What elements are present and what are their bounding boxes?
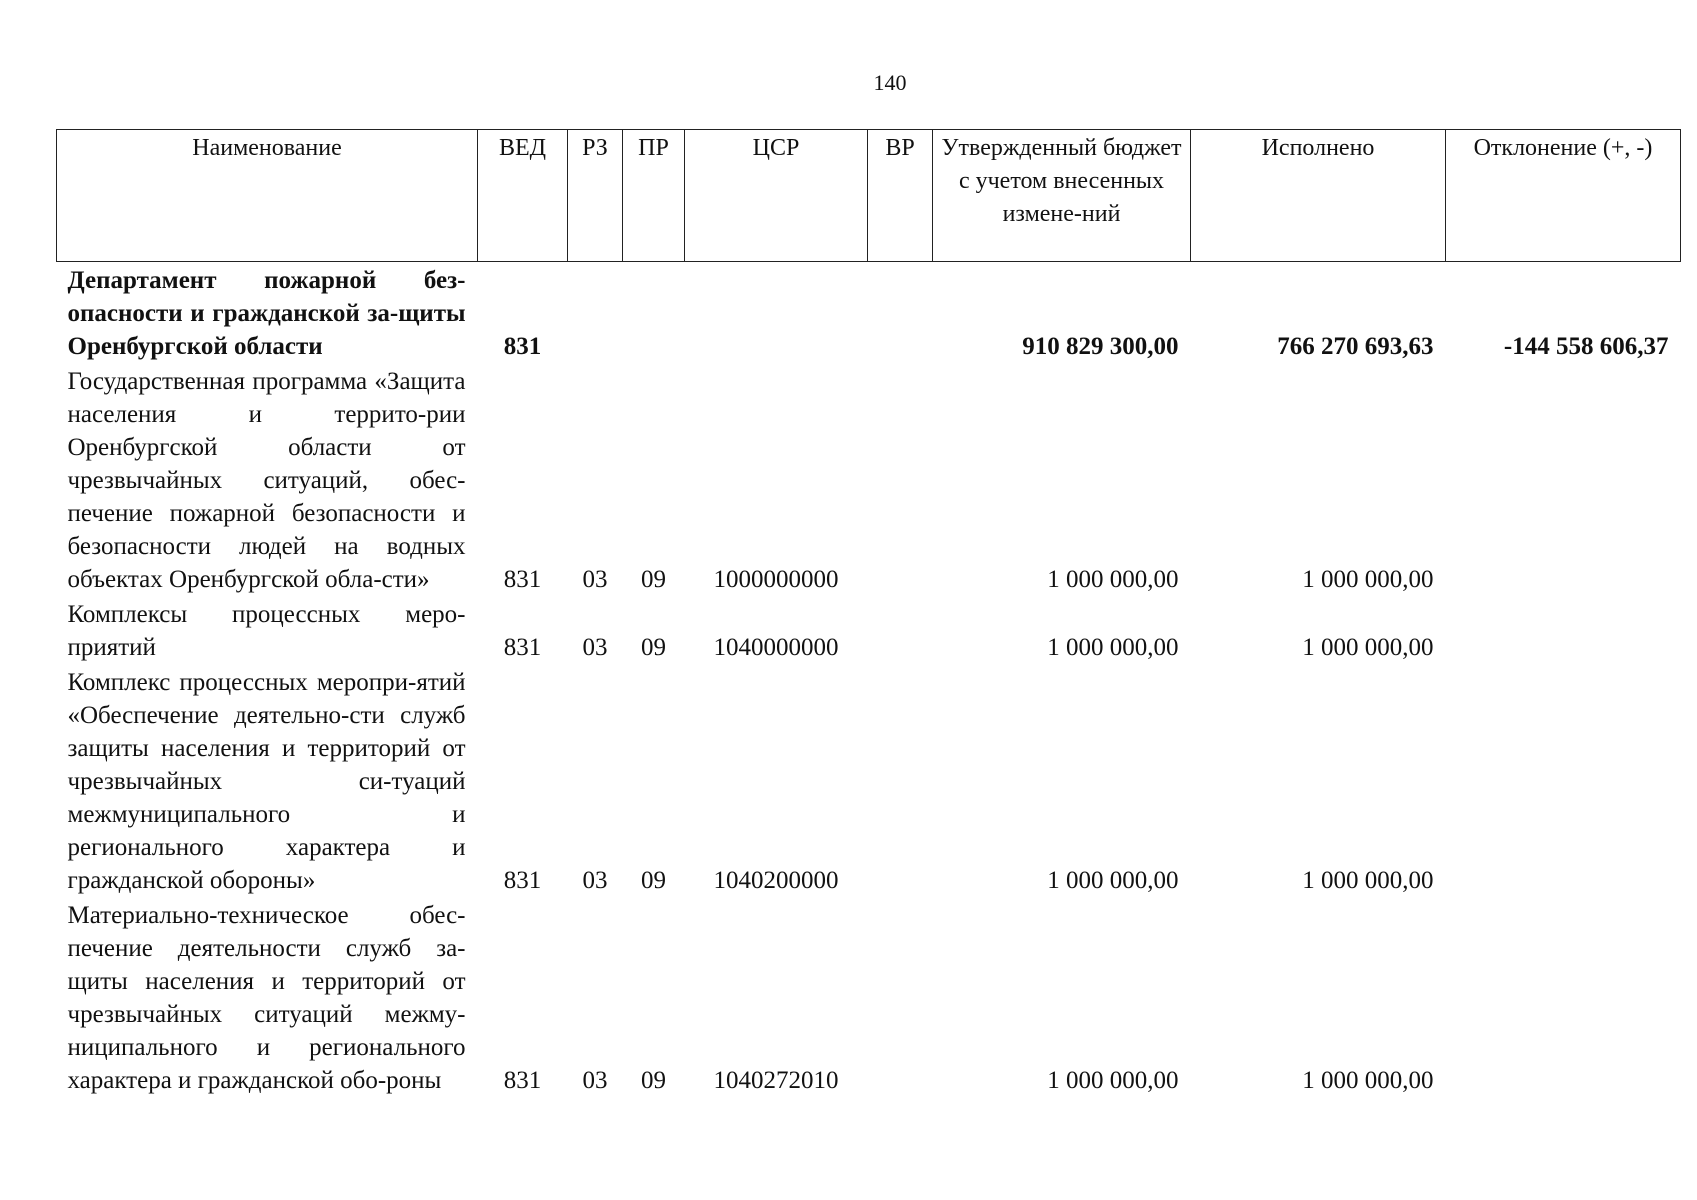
- row-done: 1 000 000,00: [1302, 566, 1434, 593]
- row-csr: 1000000000: [713, 566, 839, 593]
- row-vr: [868, 596, 933, 664]
- table-row: [57, 897, 1681, 1097]
- row-deviation: [1446, 363, 1681, 596]
- column-header-done: Исполнено: [1191, 130, 1446, 262]
- row-rz: 03: [582, 1067, 608, 1094]
- row-deviation: [1446, 596, 1681, 664]
- row-deviation: -144 558 606,37: [1503, 333, 1669, 360]
- column-header-budget: Утвержденный бюджет с учетом внесенных измене-ний: [933, 130, 1191, 262]
- budget-table: [56, 129, 1681, 1097]
- header-row: [57, 130, 1681, 262]
- row-ved: 831: [503, 634, 542, 661]
- table-header: [57, 130, 1681, 262]
- row-vr: [868, 262, 933, 364]
- row-vr: [868, 363, 933, 596]
- column-header-rz: РЗ: [568, 130, 623, 262]
- page-number: 140: [873, 70, 907, 95]
- row-done: 1 000 000,00: [1302, 1067, 1434, 1094]
- row-pr: 09: [641, 566, 666, 593]
- column-header-name: Наименование: [57, 130, 478, 262]
- row-rz: [568, 262, 623, 364]
- row-deviation: [1446, 897, 1681, 1097]
- row-done: 1 000 000,00: [1302, 867, 1434, 894]
- row-pr: 09: [641, 634, 666, 661]
- table-body: [57, 262, 1681, 1098]
- row-vr: [868, 664, 933, 897]
- row-rz: 03: [582, 867, 608, 894]
- row-name: Департамент пожарной без-опасности и гражданской за-щиты Оренбургской области: [67, 267, 466, 360]
- row-budget: 1 000 000,00: [1047, 566, 1179, 593]
- row-pr: 09: [641, 867, 666, 894]
- row-done: 766 270 693,63: [1277, 333, 1434, 360]
- column-header-ved: ВЕД: [478, 130, 568, 262]
- row-budget: 910 829 300,00: [1022, 333, 1179, 360]
- row-csr: [685, 262, 868, 364]
- row-pr: 09: [641, 1067, 666, 1094]
- row-ved: 831: [503, 867, 542, 894]
- row-csr: 1040000000: [713, 634, 839, 661]
- row-csr: 1040272010: [713, 1067, 839, 1094]
- row-name: Материально-техническое обес-печение деятельности служб за-щиты населения и территорий от чрезвычайных ситуаций межму-ниципального и регионального характера и гражданской обо-роны: [67, 902, 466, 1094]
- row-name: Государственная программа «Защита населения и террито-рии Оренбургской области от чрезвычайных ситуаций, обес-печение пожарной безопасности и безопасности людей на водных объектах Оренбургской обла-сти»: [67, 368, 466, 593]
- table-row: [57, 596, 1681, 664]
- row-rz: 03: [582, 634, 608, 661]
- column-header-vr: ВР: [868, 130, 933, 262]
- row-done: 1 000 000,00: [1302, 634, 1434, 661]
- row-budget: 1 000 000,00: [1047, 634, 1179, 661]
- row-csr: 1040200000: [713, 867, 839, 894]
- row-rz: 03: [582, 566, 608, 593]
- table-row: [57, 363, 1681, 596]
- row-deviation: [1446, 664, 1681, 897]
- row-name: Комплекс процессных меропри-ятий «Обеспечение деятельно-сти служб защиты населения и территорий от чрезвычайных си-туаций межмуниципального и регионального характера и гражданской обороны»: [67, 669, 466, 894]
- row-vr: [868, 897, 933, 1097]
- row-ved: 831: [503, 566, 542, 593]
- row-ved: 831: [503, 333, 542, 360]
- row-budget: 1 000 000,00: [1047, 1067, 1179, 1094]
- column-header-pr: ПР: [623, 130, 685, 262]
- table-row: [57, 664, 1681, 897]
- row-ved: 831: [503, 1067, 542, 1094]
- column-header-csr: ЦСР: [685, 130, 868, 262]
- table-row: [57, 262, 1681, 364]
- row-pr: [623, 262, 685, 364]
- row-budget: 1 000 000,00: [1047, 867, 1179, 894]
- row-name: Комплексы процессных меро-приятий: [67, 601, 466, 661]
- column-header-deviation: Отклонение (+, -): [1446, 130, 1681, 262]
